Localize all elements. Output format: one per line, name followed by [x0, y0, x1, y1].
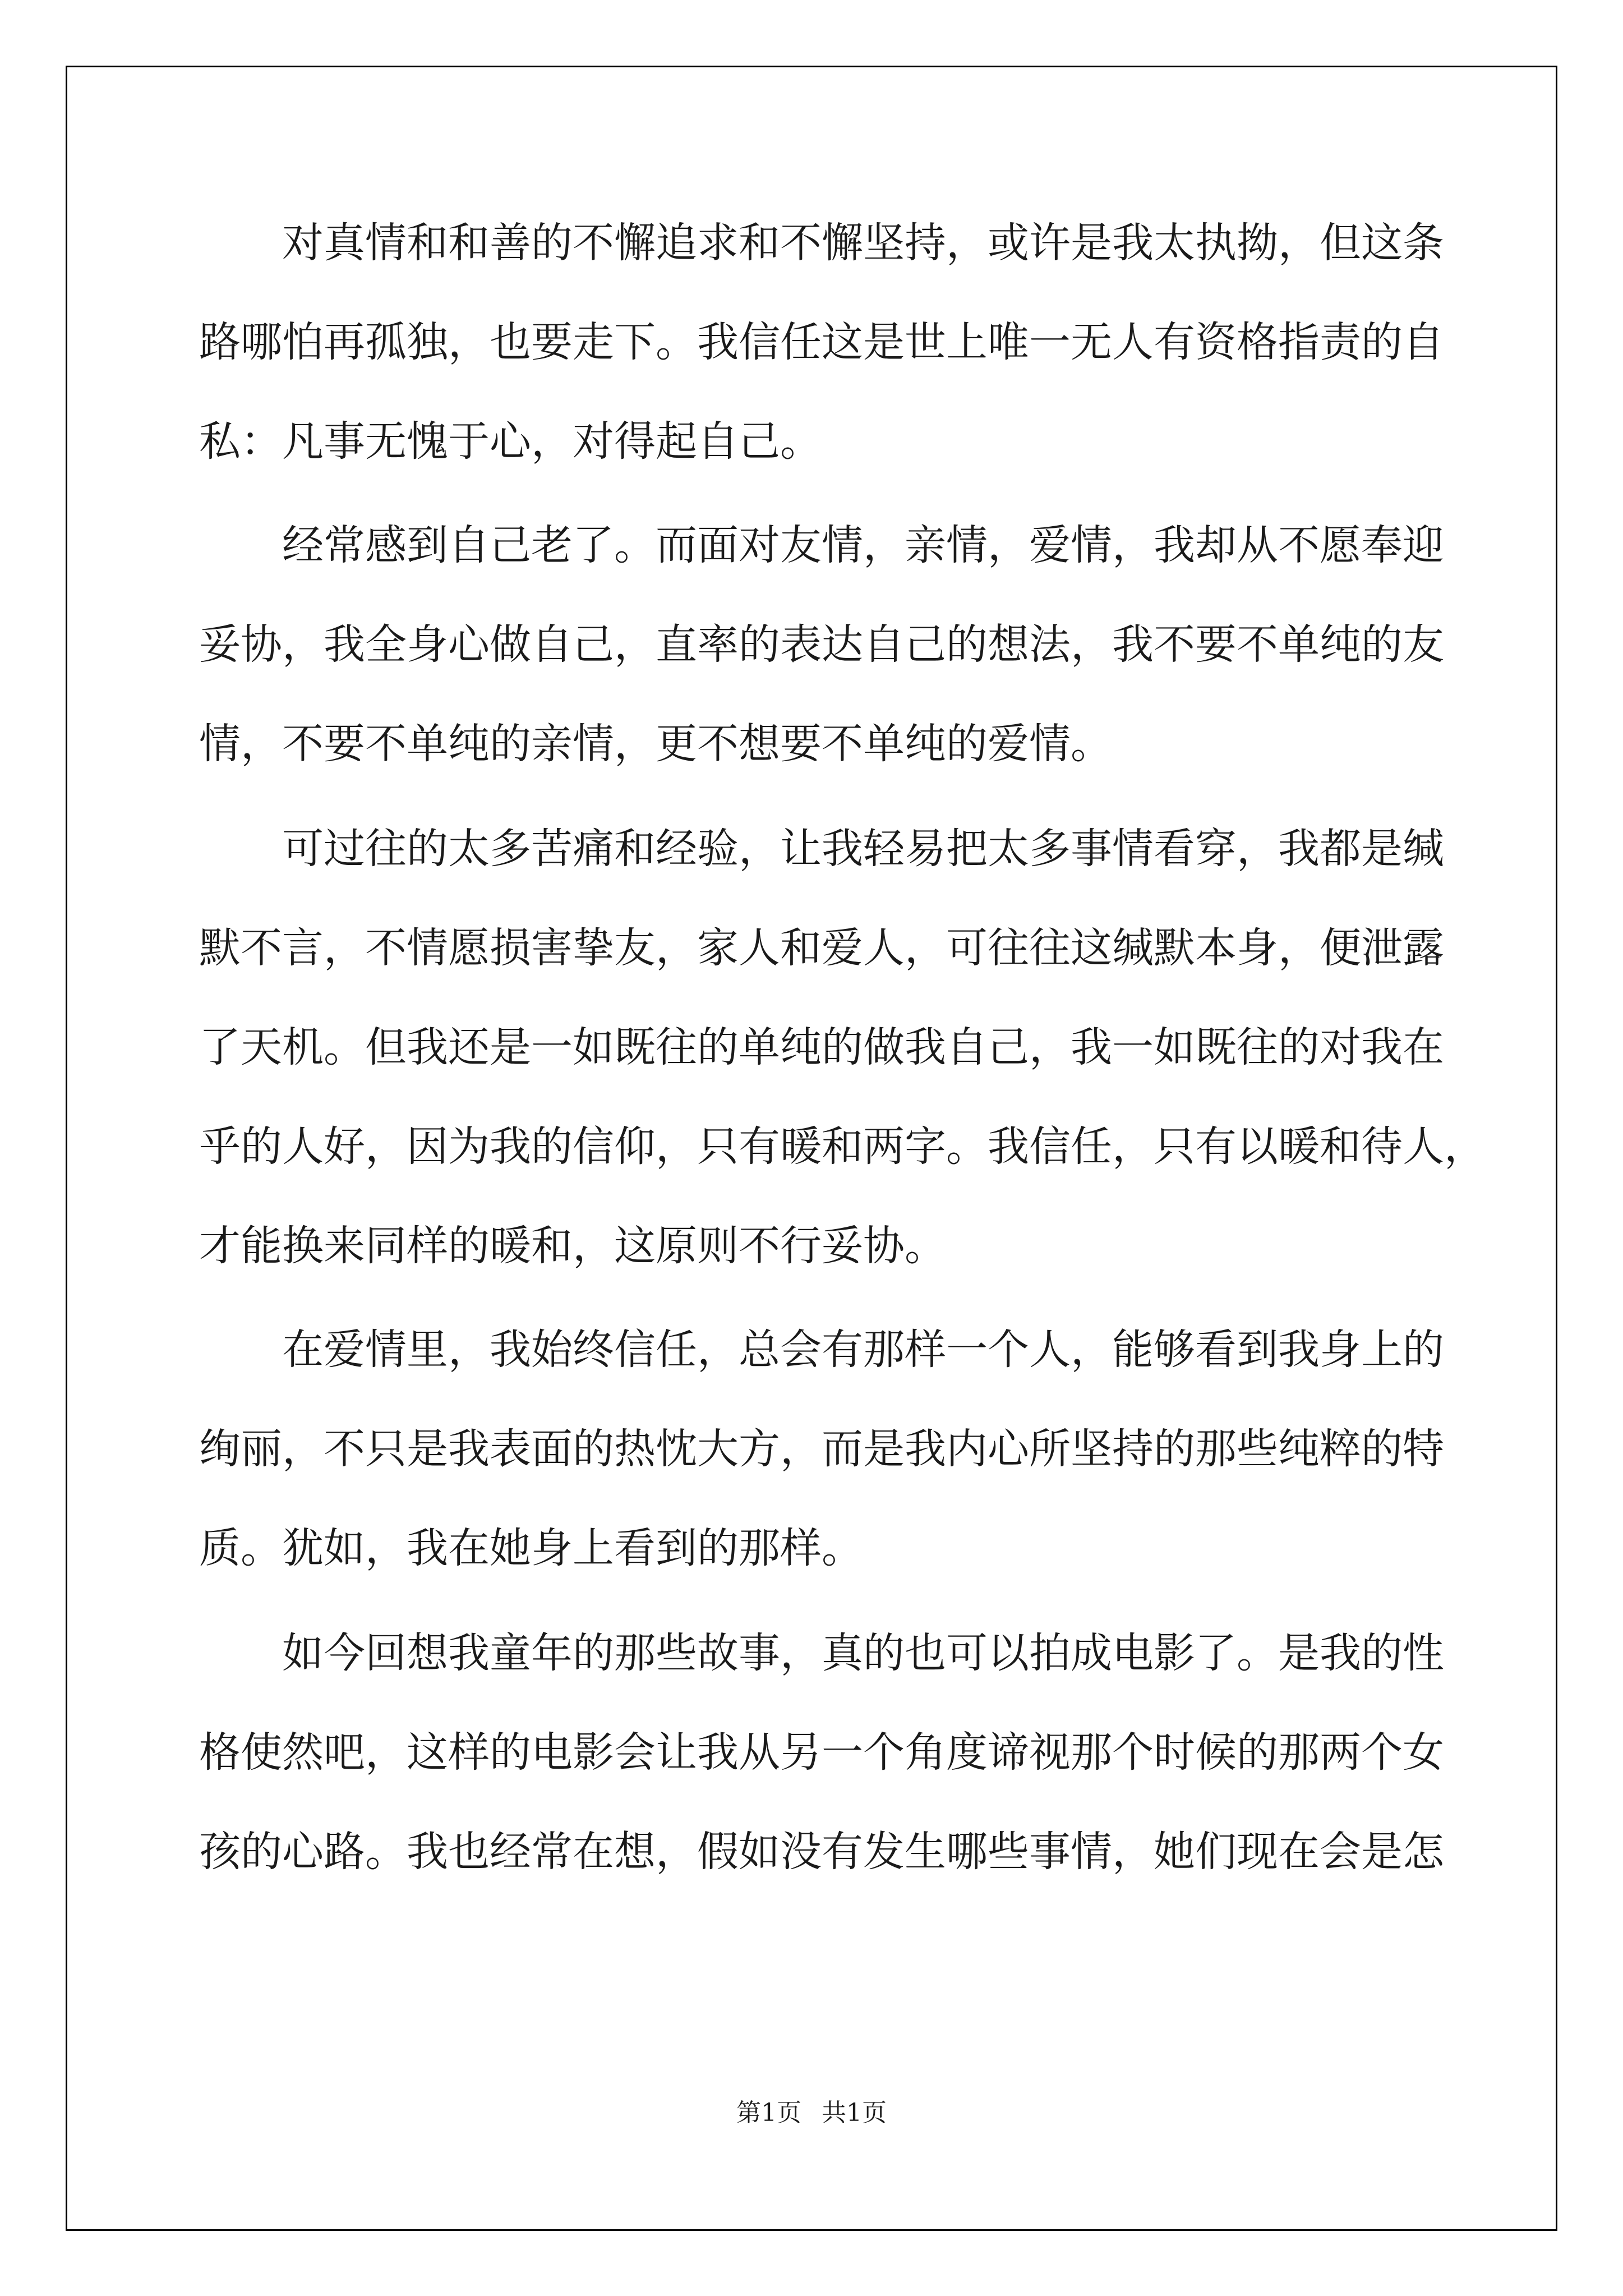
paragraph-4-line-2: 绚丽，不只是我表面的热忱大方，而是我内心所坚持的那些纯粹的特	[199, 1425, 1444, 1473]
document-body	[199, 216, 1486, 1924]
paragraph-2-line-1: 经常感到自己老了。而面对友情，亲情，爱情，我却从不愿奉迎	[282, 521, 1444, 569]
page-number-current: 第1页	[736, 2099, 801, 2127]
paragraph-3-line-1: 可过往的太多苦痛和经验，让我轻易把太多事情看穿，我都是缄	[282, 825, 1444, 873]
paragraph-4-line-1: 在爱情里，我始终信任，总会有那样一个人，能够看到我身上的	[282, 1326, 1444, 1374]
paragraph-2-line-2: 妥协，我全身心做自己，直率的表达自己的想法，我不要不单纯的友	[199, 620, 1444, 669]
paragraph-3-line-2: 默不言，不情愿损害挚友，家人和爱人，可往往这缄默本身，便泄露	[199, 924, 1444, 972]
paragraph-2-line-3: 情，不要不单纯的亲情，更不想要不单纯的爱情。	[199, 720, 1112, 768]
paragraph-5-line-2: 格使然吧，这样的电影会让我从另一个角度谛视那个时候的那两个女	[199, 1728, 1444, 1777]
paragraph-4-line-3: 质。犹如，我在她身上看到的那样。	[199, 1524, 863, 1572]
page-footer	[0, 2092, 1623, 2128]
page-number-total: 共1页	[822, 2099, 887, 2127]
paragraph-3-line-4: 乎的人好，因为我的信仰，只有暖和两字。我信任，只有以暖和待人，	[199, 1122, 1486, 1171]
paragraph-1-line-2: 路哪怕再孤独，也要走下。我信任这是世上唯一无人有资格指责的自	[199, 318, 1444, 366]
paragraph-5-line-3: 孩的心路。我也经常在想，假如没有发生哪些事情，她们现在会是怎	[199, 1828, 1444, 1876]
paragraph-5-line-1: 如今回想我童年的那些故事，真的也可以拍成电影了。是我的性	[282, 1629, 1444, 1677]
paragraph-1-line-3: 私：凡事无愧于心，对得起自己。	[199, 417, 822, 466]
paragraph-3-line-5: 才能换来同样的暖和，这原则不行妥协。	[199, 1222, 946, 1270]
paragraph-3-line-3: 了天机。但我还是一如既往的单纯的做我自己，我一如既往的对我在	[199, 1023, 1444, 1071]
paragraph-1-line-1: 对真情和和善的不懈追求和不懈坚持，或许是我太执拗，但这条	[282, 219, 1444, 267]
